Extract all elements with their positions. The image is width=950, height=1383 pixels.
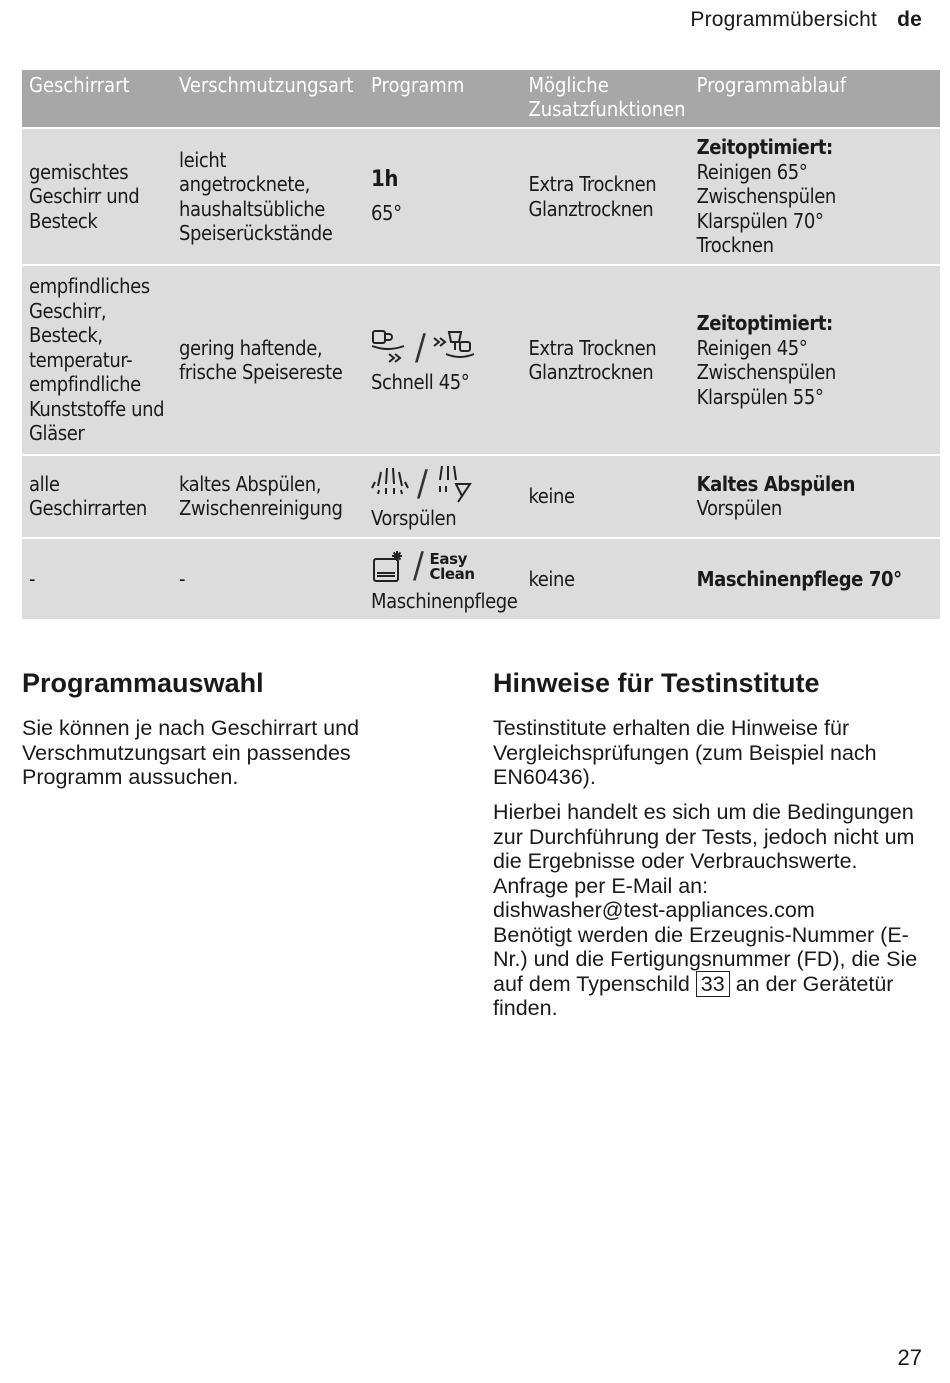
cell-programm <box>364 455 521 538</box>
ablauf-line: Reinigen 45° <box>696 335 808 360</box>
col-header-verschmutzungsart: Verschmutzungsart <box>172 70 364 128</box>
language-code: de <box>897 8 922 31</box>
cell-ablauf <box>690 538 940 620</box>
ablauf-line: Trocknen <box>696 233 774 258</box>
cell-ablauf <box>690 455 940 538</box>
cell-verschmutzung: kaltes Abspülen, Zwischenreinigung <box>172 455 364 538</box>
cell-programm <box>364 265 521 455</box>
contact-email-link[interactable]: dishwasher@test-appliances.com <box>493 898 815 922</box>
reference-number-badge: 33 <box>696 971 730 997</box>
slash-divider: / <box>417 462 428 504</box>
cell-verschmutzung: gering haftende, frische Speisereste <box>172 265 364 455</box>
hinweise-request: Anfrage per E-Mail an: <box>493 873 709 898</box>
program-name: Maschinenpflege <box>371 588 518 613</box>
cell-ablauf <box>690 265 940 455</box>
program-table <box>22 70 940 619</box>
hinweise-text-1: Testinstitute erhalten die Hinweise für Vergleichsprüfungen (zum Beispiel nach EN60436). <box>493 716 877 789</box>
program-icons <box>371 462 517 506</box>
slash-divider: / <box>415 326 426 368</box>
program-icons <box>371 326 517 370</box>
ablauf-title: Maschinenpflege 70° <box>696 566 902 591</box>
programmauswahl-text: Sie können je nach Geschirrart und Verschmutzungsart ein passendes Programm aussuchen. <box>22 716 360 789</box>
hinweise-text-2 <box>493 800 923 1021</box>
cell-ablauf <box>690 128 940 265</box>
table-row <box>22 455 940 538</box>
spray-icon <box>371 464 411 504</box>
cell-zusatz: Extra Trocknen Glanztrocknen <box>521 265 689 455</box>
cell-programm <box>364 538 521 620</box>
ablauf-line: Klarspülen 70° <box>696 208 824 233</box>
program-1h-icon: 1h <box>371 167 399 192</box>
ablauf-line: Vorspülen <box>696 496 782 521</box>
program-name: Vorspülen <box>371 506 457 530</box>
page-header <box>690 8 922 32</box>
hinweise-numbers: Benötigt werden die Erzeugnis-Nummer (E-Nr.) und die Fertigungsnummer (FD), die Sie auf dem Typenschild 33 an der Gerätetür finden. <box>493 922 918 1020</box>
ablauf-title: Zeitoptimiert: <box>696 135 833 160</box>
programmauswahl-heading: Programmauswahl <box>22 668 264 698</box>
machine-care-icon <box>371 549 407 585</box>
ablauf-title: Zeitoptimiert: <box>696 311 833 335</box>
spray-glass-icon <box>434 464 474 504</box>
col-header-zusatzfunktionen: Mögliche Zusatzfunktionen <box>521 70 689 128</box>
cell-geschirr: - <box>22 538 172 620</box>
cell-zusatz: keine <box>521 455 689 538</box>
ablauf-line: Klarspülen 55° <box>696 384 824 409</box>
table-row <box>22 265 940 455</box>
table-row <box>22 538 940 620</box>
col-header-programmablauf: Programmablauf <box>690 70 940 128</box>
program-name: Schnell 45° <box>371 369 470 394</box>
easy-clean-icon: Easy Clean <box>429 549 475 583</box>
table-row <box>22 128 940 265</box>
table-header-row <box>22 70 940 128</box>
hinweise-heading: Hinweise für Testinstitute <box>493 668 820 698</box>
glass-quick-icon <box>371 328 409 368</box>
cell-verschmutzung: - <box>172 538 364 620</box>
ablauf-line: Reinigen 65° <box>696 159 808 184</box>
col-header-geschirrart: Geschirrart <box>22 70 172 128</box>
cell-geschirr: gemischtes Geschirr und Besteck <box>22 128 172 265</box>
cell-geschirr: alle Geschirrarten <box>22 455 172 538</box>
cell-programm <box>364 128 521 265</box>
cell-verschmutzung: leicht angetrocknete, haushaltsübliche Speiserückstände <box>172 128 364 265</box>
program-icons <box>371 545 517 589</box>
page-number: 27 <box>897 1345 922 1370</box>
section-title: Programmübersicht <box>690 8 878 31</box>
col-header-programm: Programm <box>364 70 521 128</box>
ablauf-title: Kaltes Abspülen <box>696 471 856 496</box>
cell-geschirr: empfindliches Geschirr, Besteck, temperatur-empfindliche Kunststoffe und Gläser <box>22 265 172 455</box>
slash-divider: / <box>413 545 424 587</box>
cell-zusatz: Extra Trocknen Glanztrocknen <box>521 128 689 265</box>
ablauf-line: Zwischenspülen <box>696 184 836 209</box>
ablauf-line: Zwischenspülen <box>696 360 836 384</box>
hinweise-conditions: Hierbei handelt es sich um die Bedingungen zur Durchführung der Tests, jedoch nicht um die Ergebnisse oder Verbrauchswerte. <box>493 800 915 873</box>
glass-wine-icon <box>432 328 476 368</box>
program-name: 65° <box>371 200 402 225</box>
cell-zusatz: keine <box>521 538 689 620</box>
